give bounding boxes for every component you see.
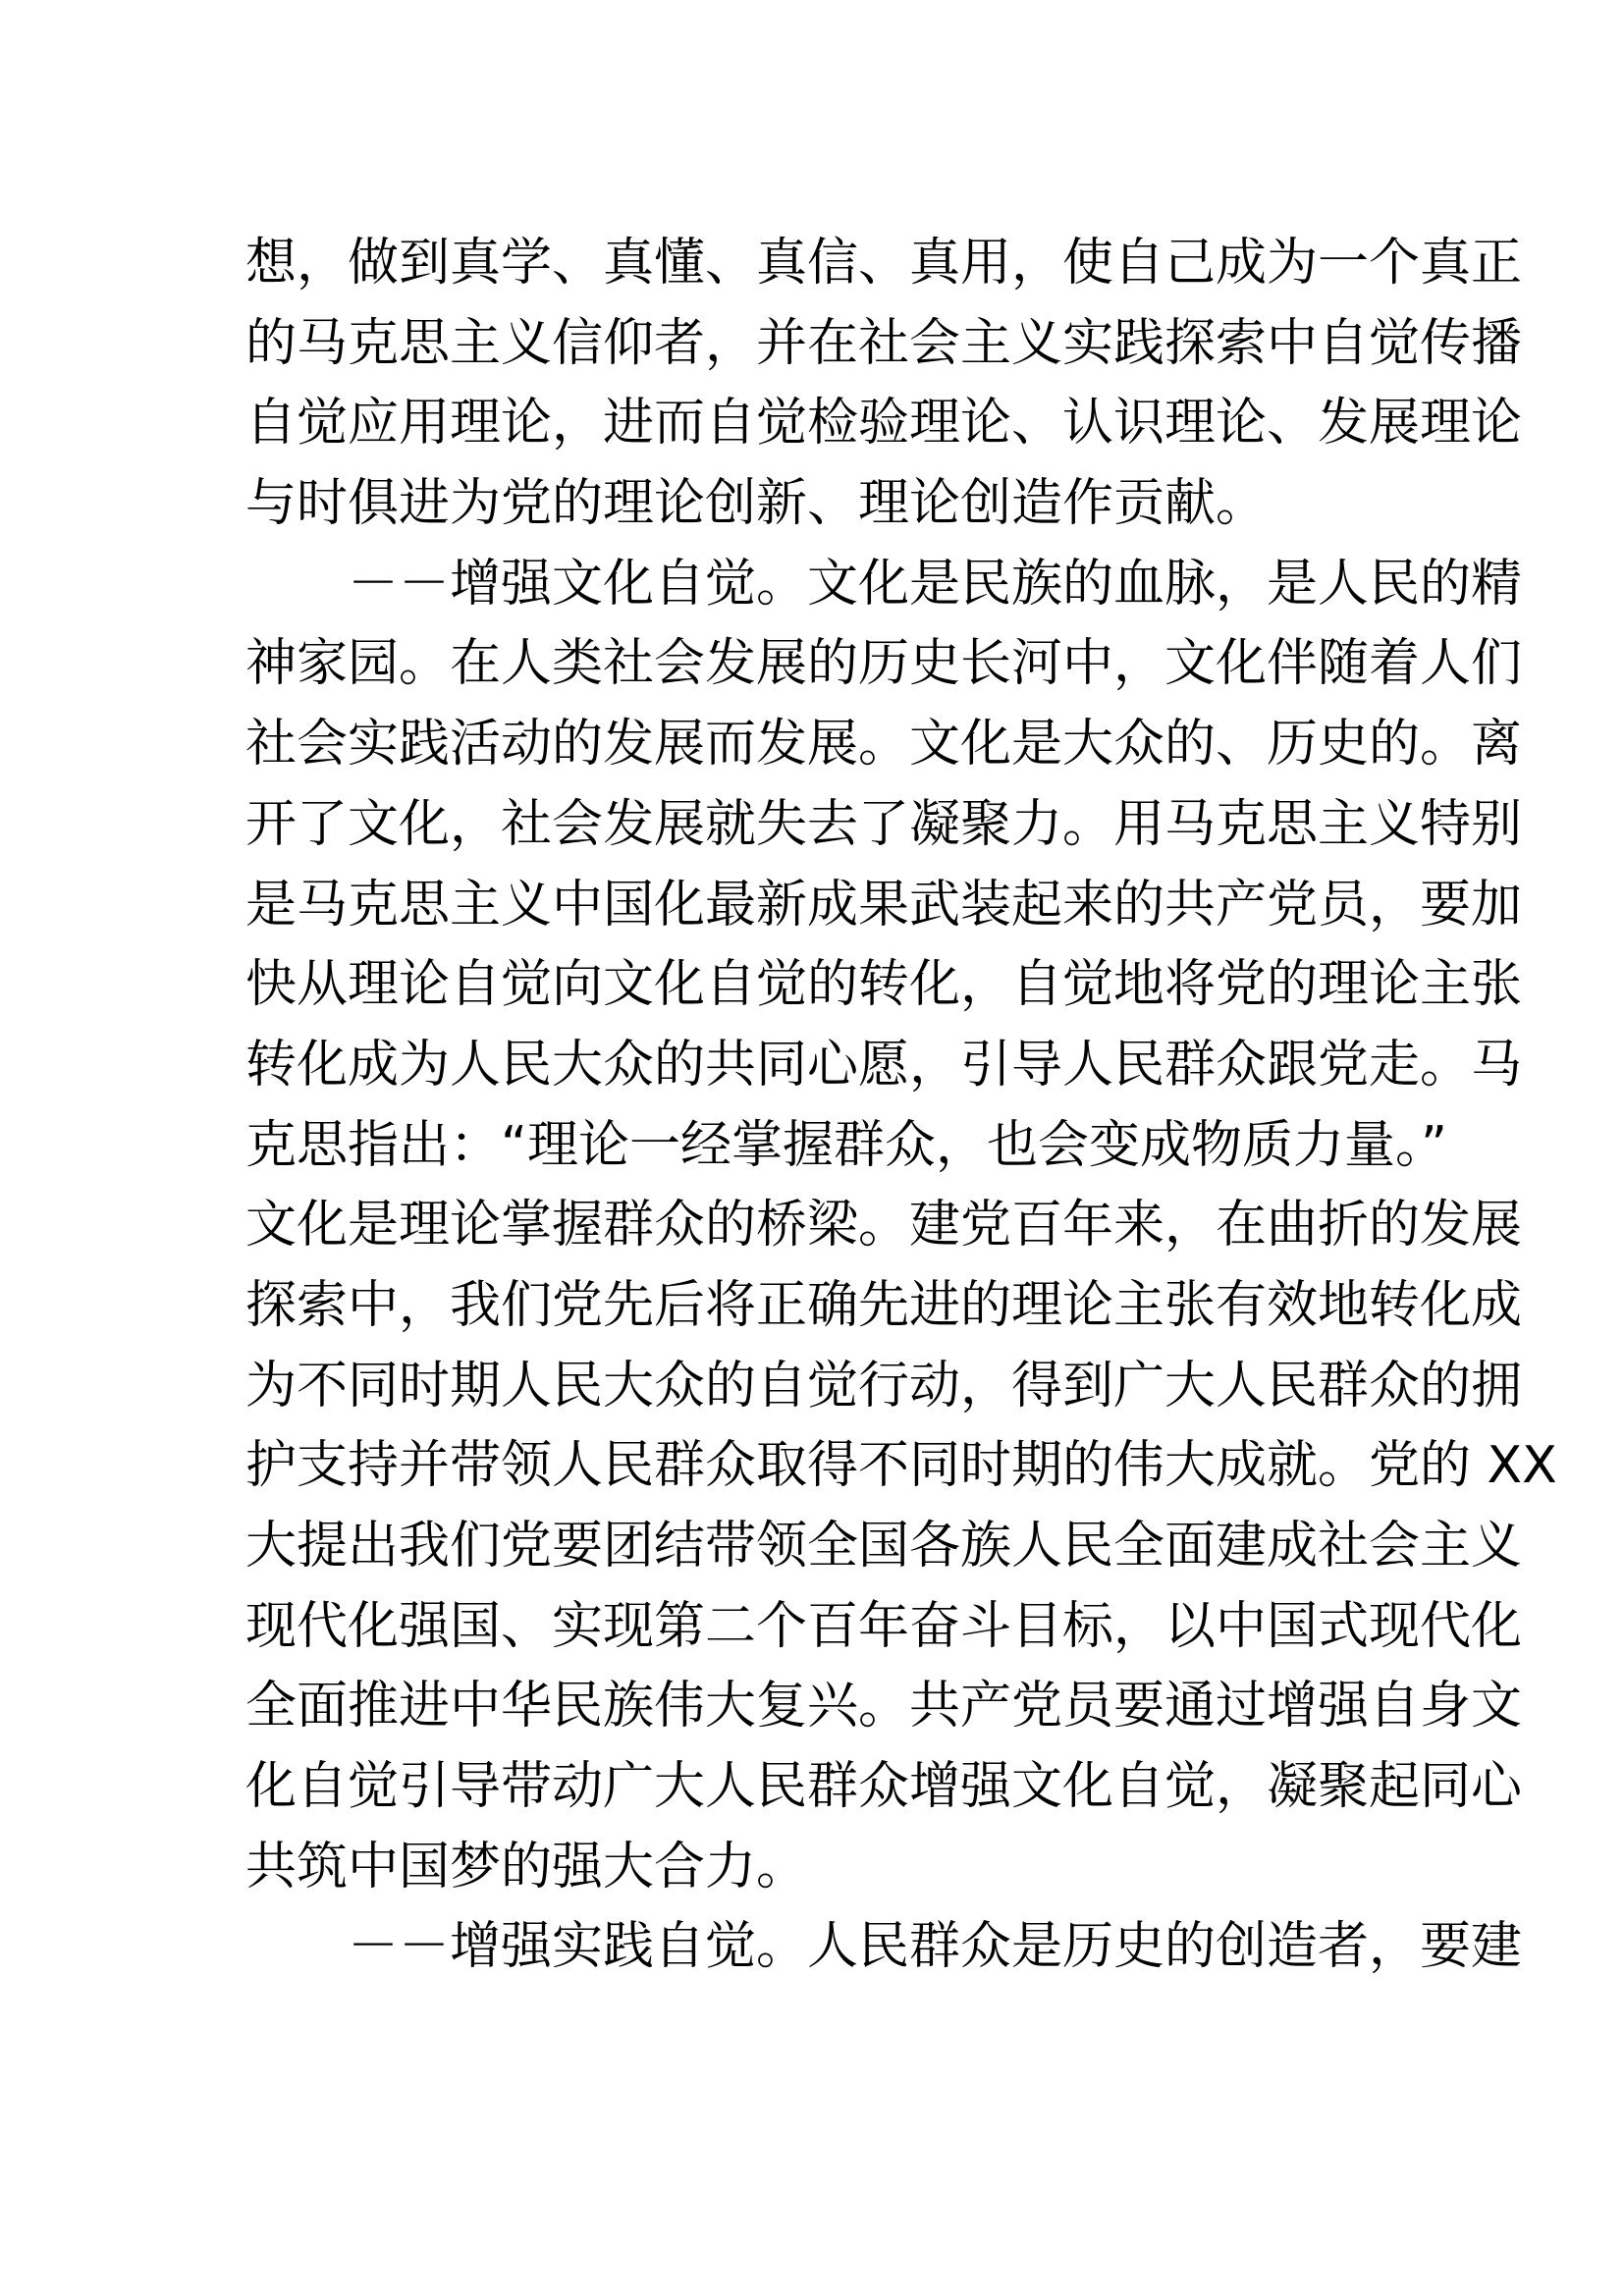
text-line: 想，做到真学、真懂、真信、真用，使自己成为一个真正: [245, 234, 1523, 293]
text-line: 护支持并带领人民群众取得不同时期的伟大成就。党的 XX: [245, 1436, 1557, 1496]
text-line: 神家园。在人类社会发展的历史长河中，文化伴随着人们: [245, 634, 1523, 694]
text-line: 文化是理论掌握群众的桥梁。建党百年来，在曲折的发展: [245, 1196, 1523, 1255]
text-line: 全面推进中华民族伟大复兴。共产党员要通过增强自身文: [245, 1677, 1523, 1736]
paragraph-heading-culture: －－增强文化自觉。文化是民族的血脉，是人民的精: [348, 554, 1523, 614]
text-line: 与时俱进为党的理论创新、理论创造作贡献。: [245, 474, 1268, 534]
text-line: 是马克思主义中国化最新成果武装起来的共产党员，要加: [245, 875, 1523, 934]
text-line: 快从理论自觉向文化自觉的转化，自觉地将党的理论主张: [245, 955, 1523, 1015]
paragraph-heading-practice: －－增强实践自觉。人民群众是历史的创造者，要建: [348, 1917, 1523, 1977]
text-line: 的马克思主义信仰者，并在社会主义实践探索中自觉传播: [245, 313, 1523, 373]
text-line: 共筑中国梦的强大合力。: [245, 1837, 808, 1896]
text-line: 现代化强国、实现第二个百年奋斗目标，以中国式现代化: [245, 1596, 1523, 1656]
text-line: 化自觉引导带动广大人民群众增强文化自觉，凝聚起同心: [245, 1757, 1523, 1817]
text-line: 自觉应用理论，进而自觉检验理论、认识理论、发展理论: [245, 394, 1523, 454]
text-line: 探索中，我们党先后将正确先进的理论主张有效地转化成: [245, 1275, 1523, 1335]
text-line: 为不同时期人民大众的自觉行动，得到广大人民群众的拥: [245, 1356, 1523, 1415]
text-line: 大提出我们党要团结带领全国各族人民全面建成社会主义: [245, 1517, 1523, 1575]
text-line: 克思指出：“理论一经掌握群众，也会变成物质力量。”: [245, 1115, 1447, 1175]
body-text: [245, 224, 1557, 1988]
text-line: 转化成为人民大众的共同心愿，引导人民群众跟党走。马: [245, 1035, 1523, 1095]
text-line: 开了文化，社会发展就失去了凝聚力。用马克思主义特别: [245, 794, 1523, 854]
text-line: 社会实践活动的发展而发展。文化是大众的、历史的。离: [245, 715, 1523, 774]
